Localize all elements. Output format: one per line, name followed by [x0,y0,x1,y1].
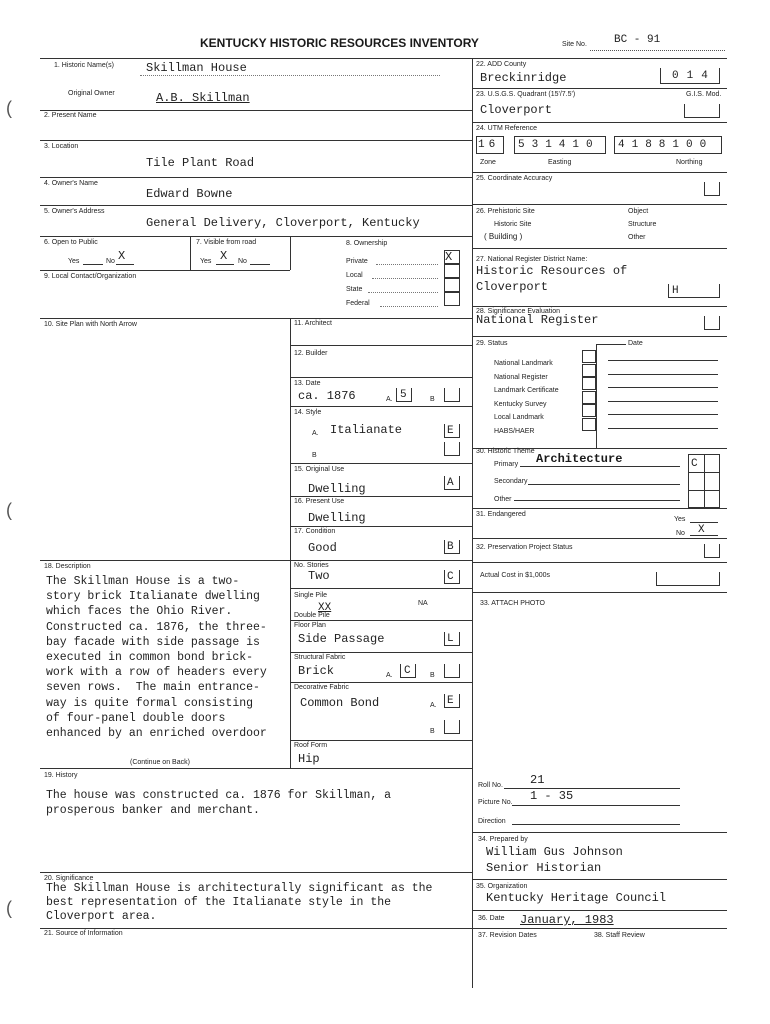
nr-district-line2: Cloverport [476,280,549,294]
site-plan-label: 10. Site Plan with North Arrow [44,321,137,328]
present-use-label: 16. Present Use [294,498,345,505]
building-label-text: Building [488,232,518,241]
site-no-value: BC - 91 [614,34,661,46]
status-date-line [608,401,718,402]
status-checkbox [582,350,596,363]
owner-name-label: 4. Owner's Name [44,180,98,187]
revision-dates-label: 37. Revision Dates [478,932,537,939]
date-code: 5 [400,389,407,401]
open-no-label: No [106,258,115,265]
northing-label: Northing [676,159,703,166]
double-pile-value: XX [318,602,332,614]
stories-value: Two [308,569,330,583]
visible-from-road-label: 7. Visible from road [196,239,257,246]
status-date-line [608,414,718,415]
site-no-label: Site No. [562,41,587,48]
status-item [494,420,534,438]
original-owner-label: Original Owner [68,90,115,97]
direction-label: Direction [478,818,506,825]
gis-mod-label: G.I.S. Mod. [686,91,722,98]
status-checkbox [582,418,596,431]
description-line: bay facade with side passage is [46,635,260,649]
county-code: 014 [672,70,716,82]
original-owner-value: A.B. Skillman [156,91,250,105]
style-b: B [312,452,317,459]
nr-district-label: 27. National Register District Name: [476,256,588,263]
preservation-status-label: 32. Preservation Project Status [476,544,573,551]
utm-easting: 531410 [518,139,600,151]
roll-no-value: 21 [530,773,545,787]
attach-photo-label: 33. ATTACH PHOTO [480,600,545,607]
decorative-fabric-value: Common Bond [300,696,380,710]
prepared-by-title: Senior Historian [486,861,602,875]
description-line: work with a row of headers every [46,666,267,680]
status-item-label: Local Landmark [494,414,544,421]
original-use-label: 15. Original Use [294,466,345,473]
owner-name-value: Edward Bowne [146,187,233,201]
open-to-public-label: 6. Open to Public [44,239,98,246]
primary-label: Primary [494,461,519,468]
organization-value: Kentucky Heritage Council [486,891,667,905]
date-a: A. [386,396,393,403]
hole-punch-mark: ( [6,898,12,918]
theme-other-label: Other [494,496,512,503]
original-use-code: A [447,477,454,489]
builder-label: 12. Builder [294,350,328,357]
ownership-local: Local [346,272,363,279]
hole-punch-mark: ( [6,500,12,520]
actual-cost-label: Actual Cost in $1,000s [480,572,551,579]
endangered-yes: Yes [674,516,686,523]
description-line: executed in common bond brick- [46,651,254,664]
owner-address-label: 5. Owner's Address [44,208,105,215]
stories-code: C [447,571,454,583]
ownership-label: 8. Ownership [346,240,388,247]
condition-label: 17. Condition [294,528,336,535]
location-value: Tile Plant Road [146,156,255,170]
historic-name-label: 1. Historic Name(s) [54,62,114,69]
present-use-value: Dwelling [308,511,366,525]
structural-fabric-label: Structural Fabric [294,654,346,661]
roof-form-value: Hip [298,752,320,766]
staff-review-label: 38. Staff Review [594,932,645,939]
description-line: of four-panel double doors [46,711,226,725]
style-value: Italianate [330,423,403,437]
date-label: 13. Date [294,380,321,387]
status-checkbox [582,404,596,417]
nr-district-code: H [672,285,679,297]
zone-label: Zone [480,159,496,166]
prehistoric-site-label: 26. Prehistoric Site [476,208,535,215]
roof-form-label: Roof Form [294,742,328,749]
ownership-state: State [346,286,363,293]
structure-label: Structure [628,221,657,228]
local-contact-label: 9. Local Contact/Organization [44,273,137,280]
floor-plan-value: Side Passage [298,632,385,646]
status-checkbox [582,391,596,404]
double-pile-label: Double Pile [294,612,330,619]
secondary-label: Secondary [494,478,528,485]
endangered-no: No [676,530,685,537]
description-line: enhanced by an enriched overdoor [46,727,267,740]
deco-a: A. [430,702,437,709]
open-yes-label: Yes [68,258,80,265]
status-item-label: Landmark Certificate [494,387,559,394]
utm-zone: 16 [478,139,500,151]
sig-eval-value: National Register [476,313,599,327]
status-item-label: National Register [494,373,548,381]
style-a: A. [312,430,319,437]
prepared-by-name: William Gus Johnson [486,845,623,859]
style-code: E [447,425,454,437]
quadrant-value: Cloverport [480,103,553,117]
status-checkbox [582,377,596,390]
floor-plan-code: L [447,633,454,645]
condition-value: Good [308,541,337,555]
architect-label: 11. Architect [294,320,333,327]
picture-no-label: Picture No. [478,799,513,806]
organization-label: 35. Organization [476,883,528,890]
ownership-federal: Federal [346,300,370,307]
structural-fabric-value: Brick [298,664,335,678]
easting-label: Easting [548,159,572,166]
endangered-mark: X [698,524,705,536]
description-line: Constructed ca. 1876, the three- [46,620,267,634]
deco-code: E [447,695,454,707]
status-checkbox [582,364,596,377]
decorative-fabric-label: Decorative Fabric [294,684,349,691]
sig-eval-label: 28. Significance Evaluation [476,308,561,315]
description-line: The Skillman House is a two- [46,575,240,588]
source-label: 21. Source of Information [44,930,123,937]
floor-plan-label: Floor Plan [294,622,326,629]
fabric-b: B [430,672,435,679]
date-b: B [430,396,435,403]
history-line: prosperous banker and merchant. [46,804,260,817]
visible-no-label: No [238,258,247,265]
description-line: way is quite formal consisting [46,696,254,710]
ownership-private: Private [346,258,368,265]
building-label: ( Building ) [484,232,523,241]
significance-line: Cloverport area. [46,910,157,923]
continue-on-back: (Continue on Back) [130,759,190,766]
na-label: NA [418,600,428,607]
significance-line: best representation of the Italianate style in the [46,896,392,909]
visible-yes-label: Yes [200,258,212,265]
primary-value: Architecture [536,452,623,466]
status-date-line [608,374,718,375]
quadrant-label: 23. U.S.G.S. Quadrant (15'/7.5') [476,91,576,98]
fabric-a: A. [386,672,393,679]
status-item-label: Kentucky Survey [494,400,547,408]
prep-date-label: 36. Date [478,915,505,922]
historic-name-value: Skillman House [146,61,247,75]
county-label: 22. ADD County [476,61,527,68]
significance-label: 20. Significance [44,875,94,882]
hole-punch-mark: ( [6,98,12,118]
description-line: story brick Italianate dwelling [46,590,260,604]
prepared-by-label: 34. Prepared by [478,836,528,843]
historic-theme-label: 30. Historic Theme [476,448,535,455]
picture-no-value: 1 - 35 [530,789,574,803]
object-label: Object [628,208,649,215]
visible-yes-mark: X [220,249,228,263]
other-label: Other [628,234,646,241]
present-name-label: 2. Present Name [44,112,97,119]
condition-code: B [447,541,454,553]
status-item-label: National Landmark [494,360,553,367]
style-label: 14. Style [294,409,322,416]
form-title: KENTUCKY HISTORIC RESOURCES INVENTORY [200,36,479,50]
primary-code: C [691,458,698,470]
utm-northing: 4188100 [618,139,714,151]
deco-b: B [430,728,435,735]
date-value: ca. 1876 [298,389,356,403]
location-label: 3. Location [44,143,79,150]
status-date-line [608,387,718,388]
roll-no-label: Roll No. [478,782,503,789]
stories-label: No. Stories [294,562,329,569]
county-value: Breckinridge [480,71,567,85]
single-pile-label: Single Pile [294,592,328,599]
history-label: 19. History [44,772,78,779]
status-date-line [608,360,718,361]
coord-accuracy-label: 25. Coordinate Accuracy [476,175,553,182]
ownership-private-mark: X [445,250,453,264]
status-label: 29. Status [476,340,508,347]
description-line: seven rows. The main entrance- [46,681,260,695]
description-label: 18. Description [44,563,91,570]
owner-address-value: General Delivery, Cloverport, Kentucky [146,216,420,230]
open-no-mark: X [118,249,126,263]
status-date-label: Date [628,340,643,347]
historic-site-label: Historic Site [494,221,532,228]
nr-district-line1: Historic Resources of [476,264,628,278]
utm-label: 24. UTM Reference [476,125,538,132]
fabric-code: C [404,665,411,677]
prep-date-value: January, 1983 [520,913,614,927]
status-date-line [608,428,718,429]
history-line: The house was constructed ca. 1876 for Skillman, a [46,789,392,802]
status-item-label: HABS/HAER [494,427,535,435]
description-line: which faces the Ohio River. [46,605,233,619]
significance-line: The Skillman House is architecturally significant as the [46,882,433,895]
endangered-label: 31. Endangered [476,511,526,518]
original-use-value: Dwelling [308,482,366,496]
